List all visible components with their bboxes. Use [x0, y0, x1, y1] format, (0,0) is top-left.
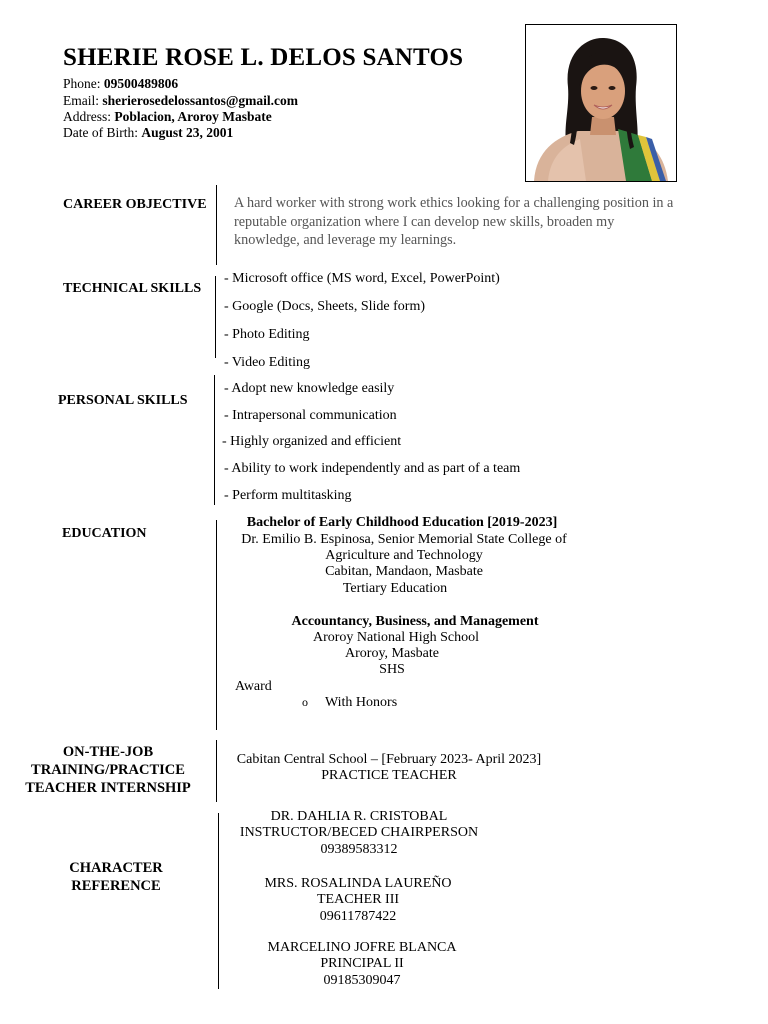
shs-strand: Accountancy, Business, and Management — [291, 614, 539, 629]
portrait-illustration — [526, 25, 676, 181]
personal-skills-label: PERSONAL SKILLS — [58, 393, 188, 408]
technical-skill-item: - Video Editing — [224, 355, 311, 370]
dob-value: August 23, 2001 — [141, 125, 234, 140]
dob-line — [63, 125, 233, 141]
ojt-label-line: TEACHER INTERNSHIP — [25, 780, 191, 796]
ojt-label-line: ON-THE-JOB — [62, 744, 154, 760]
section-divider — [218, 813, 219, 989]
email-line — [63, 93, 298, 109]
profile-photo — [525, 24, 677, 182]
college-location: Cabitan, Mandaon, Masbate — [325, 564, 483, 579]
personal-skill-item: - Adopt new knowledge easily — [224, 381, 395, 396]
reference-name: MRS. ROSALINDA LAUREÑO — [264, 876, 452, 891]
reference-phone: 09611787422 — [319, 909, 397, 924]
personal-skill-item: - Perform multitasking — [224, 488, 352, 503]
address-label: Address: — [63, 109, 115, 124]
section-divider — [216, 520, 217, 730]
award-label: Award — [235, 679, 272, 694]
reference-name: MARCELINO JOFRE BLANCA — [267, 940, 457, 955]
degree-title: Bachelor of Early Childhood Education [2019-2023] — [246, 515, 558, 530]
phone-value: 09500489806 — [103, 76, 179, 91]
character-reference-label-line: CHARACTER — [69, 860, 163, 876]
shs-school: Aroroy National High School — [312, 630, 480, 645]
address-value: Poblacion, Aroroy Masbate — [114, 109, 272, 124]
personal-skill-item: - Highly organized and efficient — [222, 434, 402, 449]
career-objective-label: CAREER OBJECTIVE — [63, 197, 207, 212]
reference-name: DR. DAHLIA R. CRISTOBAL — [270, 809, 448, 824]
award-item: With Honors — [325, 695, 398, 710]
section-divider — [214, 375, 215, 505]
character-reference-label — [69, 859, 162, 895]
email-value: sherierosedelossantos@gmail.com — [102, 93, 299, 108]
section-divider — [215, 276, 216, 358]
shs-location: Aroroy, Masbate — [345, 646, 439, 661]
college-name-line1: Dr. Emilio B. Espinosa, Senior Memorial State College of — [241, 532, 567, 547]
address-line — [63, 109, 272, 125]
reference-title: INSTRUCTOR/BECED CHAIRPERSON — [239, 825, 479, 840]
dob-label: Date of Birth: — [63, 125, 142, 140]
ojt-role: PRACTICE TEACHER — [321, 768, 457, 783]
reference-title: TEACHER III — [316, 892, 400, 907]
career-objective-text: A hard worker with strong work ethics looking for a challenging position in a reputable organization where I can develop new skills, broaden my knowledge, and leverage my learnings. — [234, 195, 674, 248]
reference-title: PRINCIPAL II — [320, 956, 404, 971]
education-label: EDUCATION — [62, 526, 147, 541]
email-label: Email: — [63, 93, 103, 108]
section-divider — [216, 740, 217, 802]
ojt-school: Cabitan Central School – [February 2023- April 2023] — [236, 752, 542, 767]
ojt-label — [25, 743, 191, 797]
education-level: Tertiary Education — [342, 581, 448, 596]
shs-level: SHS — [379, 662, 405, 677]
reference-phone: 09389583312 — [320, 842, 398, 857]
resume-name: SHERIE ROSE L. DELOS SANTOS — [63, 44, 464, 71]
personal-skill-item: - Ability to work independently and as part of a team — [224, 461, 521, 476]
section-divider — [216, 185, 217, 265]
technical-skill-item: - Photo Editing — [224, 327, 310, 342]
reference-phone: 09185309047 — [323, 973, 401, 988]
college-name-line2: Agriculture and Technology — [325, 548, 483, 563]
phone-label: Phone: — [63, 76, 104, 91]
technical-skill-item: - Microsoft office (MS word, Excel, PowerPoint) — [224, 271, 500, 286]
technical-skills-label: TECHNICAL SKILLS — [63, 281, 202, 296]
character-reference-label-line: REFERENCE — [71, 878, 161, 894]
phone-line — [63, 76, 178, 92]
technical-skill-item: - Google (Docs, Sheets, Slide form) — [224, 299, 426, 314]
bullet-icon: o — [302, 695, 308, 709]
personal-skill-item: - Intrapersonal communication — [224, 408, 397, 423]
ojt-label-line: TRAINING/PRACTICE — [31, 762, 185, 778]
